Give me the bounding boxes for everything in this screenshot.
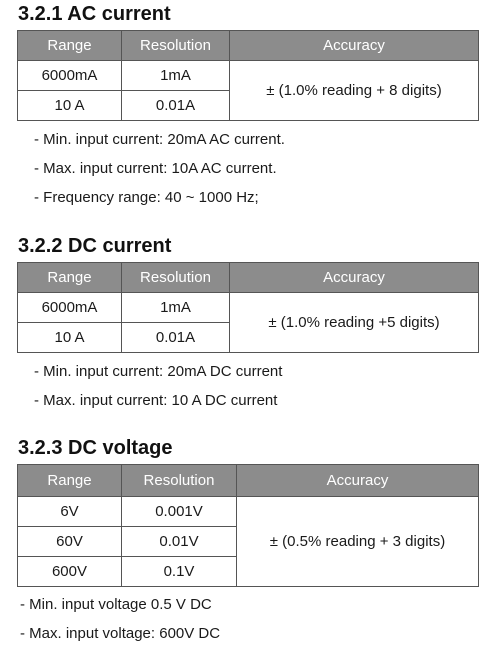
cell-resolution: 0.01V (122, 527, 237, 557)
cell-accuracy: ± (1.0% reading + 8 digits) (230, 61, 479, 121)
table-header-row (18, 31, 479, 61)
cell-resolution: 0.01A (122, 91, 230, 121)
spec-table (17, 262, 479, 353)
note-item: - Max. input voltage: 600V DC (20, 625, 221, 642)
table-header-row (18, 263, 479, 293)
table-row (18, 293, 479, 323)
table-row (18, 497, 479, 527)
cell-range: 10 A (18, 323, 122, 353)
note-item: - Min. input current: 20mA DC current (34, 363, 283, 380)
header-accuracy: Accuracy (237, 465, 479, 497)
note-item: - Max. input current: 10A AC current. (34, 160, 277, 177)
cell-range: 6000mA (18, 293, 122, 323)
header-resolution: Resolution (122, 263, 230, 293)
spec-table (17, 30, 479, 121)
note-item: - Min. input current: 20mA AC current. (34, 131, 285, 148)
cell-resolution: 0.001V (122, 497, 237, 527)
note-item: - Frequency range: 40 ~ 1000 Hz; (34, 189, 259, 206)
notes-list (20, 590, 220, 648)
cell-range: 6V (18, 497, 122, 527)
header-accuracy: Accuracy (230, 263, 479, 293)
header-accuracy: Accuracy (230, 31, 479, 61)
cell-resolution: 0.01A (122, 323, 230, 353)
cell-resolution: 1mA (122, 61, 230, 91)
header-range: Range (18, 465, 122, 497)
cell-range: 60V (18, 527, 122, 557)
notes-list (34, 357, 282, 415)
header-range: Range (18, 31, 122, 61)
header-resolution: Resolution (122, 31, 230, 61)
cell-accuracy: ± (1.0% reading +5 digits) (230, 293, 479, 353)
cell-accuracy: ± (0.5% reading + 3 digits) (237, 497, 479, 587)
table-row (18, 61, 479, 91)
note-item: - Min. input voltage 0.5 V DC (20, 596, 212, 613)
cell-range: 600V (18, 557, 122, 587)
section-heading: 3.2.1 AC current (18, 3, 171, 25)
table-header-row (18, 465, 479, 497)
section-heading: 3.2.2 DC current (18, 235, 172, 257)
cell-resolution: 1mA (122, 293, 230, 323)
header-resolution: Resolution (122, 465, 237, 497)
header-range: Range (18, 263, 122, 293)
cell-range: 10 A (18, 91, 122, 121)
section-heading: 3.2.3 DC voltage (18, 437, 173, 459)
spec-table (17, 464, 479, 587)
notes-list (34, 125, 285, 212)
note-item: - Max. input current: 10 A DC current (34, 392, 278, 409)
cell-range: 6000mA (18, 61, 122, 91)
cell-resolution: 0.1V (122, 557, 237, 587)
